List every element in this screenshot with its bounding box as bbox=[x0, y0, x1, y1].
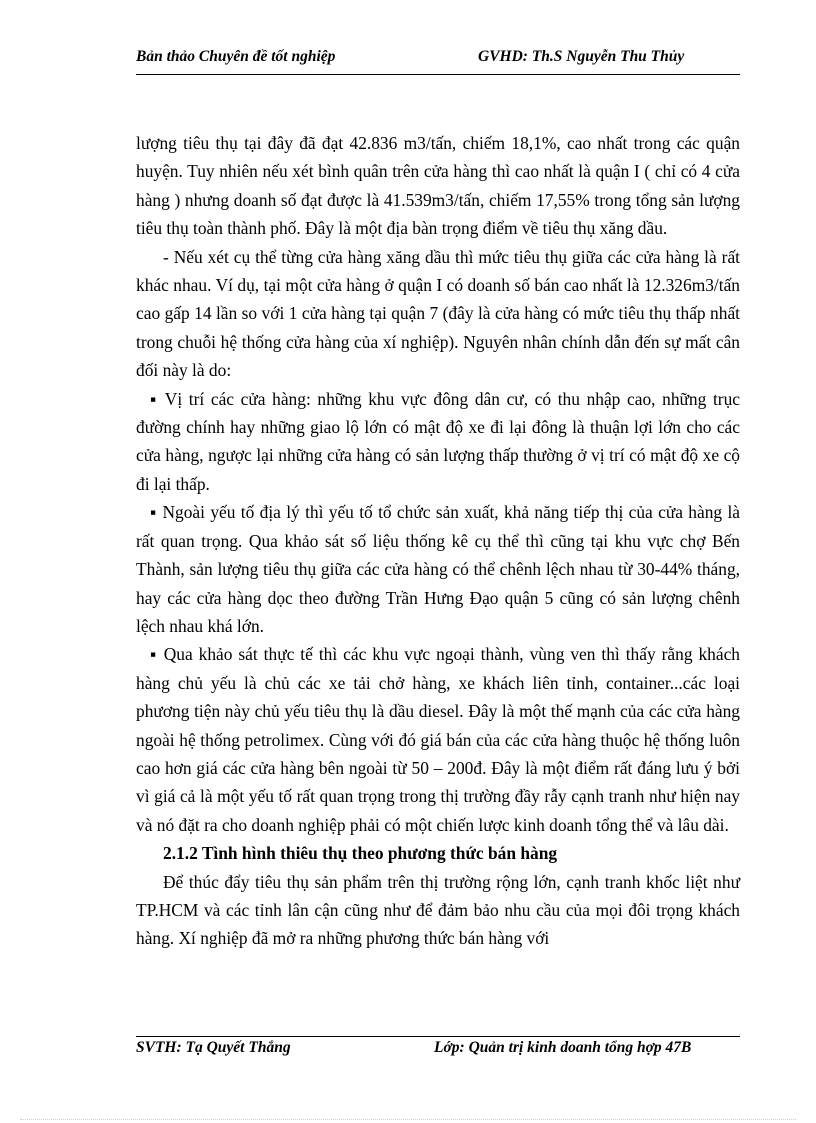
bullet-suburban-customers: ▪ Qua khảo sát thực tế thì các khu vực ngoại thành, vùng ven thì thấy rằng khách hàng chủ yếu là chủ các xe tải chở hàng, xe khách liên tỉnh, container...các loại phương tiện này chủ yếu tiêu thụ là dầu diesel. Đây là một thế mạnh của các cửa hàng ngoài hệ thống petrolimex. Cùng với đó giá bán của các cửa hàng thuộc hệ thống luôn cao hơn giá các cửa hàng bên ngoài từ 50 – 200đ. Đây là một điểm rất đáng lưu ý bởi vì giá cả là một yếu tố rất quan trọng trong thị trường đầy rẫy cạnh tranh như hiện nay và nó đặt ra cho doanh nghiệp phải có một chiến lược kinh doanh tổng thể và lâu dài. bbox=[136, 644, 740, 835]
header-advisor: GVHD: Th.S Nguyễn Thu Thủy bbox=[478, 48, 685, 65]
paragraph-store-comparison: - Nếu xét cụ thể từng cửa hàng xăng dầu thì mức tiêu thụ giữa các cửa hàng là rất khác nhau. Ví dụ, tại một cửa hàng ở quận I có doanh số bán cao nhất là 12.326m3/tấn cao gấp 14 lần so với 1 cửa hàng tại quận 7 (đây là cửa hàng có mức tiêu thụ thấp nhất trong chuỗi hệ thống cửa hàng của xí nghiệp). Nguyên nhân chính dẫn đến sự mất cân đối này là do: bbox=[136, 246, 740, 381]
paragraph-continued: lượng tiêu thụ tại đây đã đạt 42.836 m3/tấn, chiếm 18,1%, cao nhất trong các quận huyện. Tuy nhiên nếu xét bình quân trên cửa hàng thì cao nhất là quận I ( chỉ có 4 cửa hàng ) nhưng doanh số đạt được là 41.539m3/tấn, chiếm 17,55% trong tổng sản lượng tiêu thụ toàn thành phố. Đây là một địa bàn trọng điểm về tiêu thụ xăng dầu. bbox=[136, 133, 740, 239]
page-header bbox=[136, 48, 740, 72]
footer-class: Lớp: Quản trị kinh doanh tổng hợp 47B bbox=[434, 1039, 692, 1056]
header-document-title: Bản thảo Chuyên đề tốt nghiệp bbox=[136, 48, 336, 65]
bullet-store-location: ▪ Vị trí các cửa hàng: những khu vực đông dân cư, có thu nhập cao, những trục đường chính hay những giao lộ lớn có mật độ xe đi lại đông là thuận lợi lớn cho các cửa hàng, ngược lại những cửa hàng có sản lượng thấp thường ở vị trí có mật độ xe cộ đi lại thấp. bbox=[136, 388, 740, 494]
footer-rule bbox=[136, 1036, 740, 1037]
footer-student: SVTH: Tạ Quyết Thắng bbox=[136, 1039, 291, 1056]
section-heading: 2.1.2 Tình hình thiêu thụ theo phương thức bán hàng bbox=[163, 843, 558, 864]
page-edge-divider bbox=[20, 1119, 796, 1120]
paragraph-sales-methods: Để thúc đẩy tiêu thụ sản phẩm trên thị trường rộng lớn, cạnh tranh khốc liệt như TP.HCM và các tỉnh lân cận cũng như để đảm bảo nhu cầu của mọi đôi trọng khách hàng. Xí nghiệp đã mở ra những phương thức bán hàng với bbox=[136, 871, 740, 949]
page-body bbox=[136, 129, 740, 953]
bullet-organization-factor: ▪ Ngoài yếu tố địa lý thì yếu tố tổ chức sản xuất, khả năng tiếp thị của cửa hàng là rất quan trọng. Qua khảo sát số liệu thống kê cụ thể thì cũng tại khu vực chợ Bến Thành, sản lượng tiêu thụ giữa các cửa hàng có thể chênh lệch nhau từ 30-44% tháng, hay các cửa hàng dọc theo đường Trần Hưng Đạo quận 5 cũng có sản lượng chênh lệch nhau khá lớn. bbox=[136, 502, 740, 636]
header-rule bbox=[136, 74, 740, 75]
page-footer bbox=[136, 1039, 740, 1063]
